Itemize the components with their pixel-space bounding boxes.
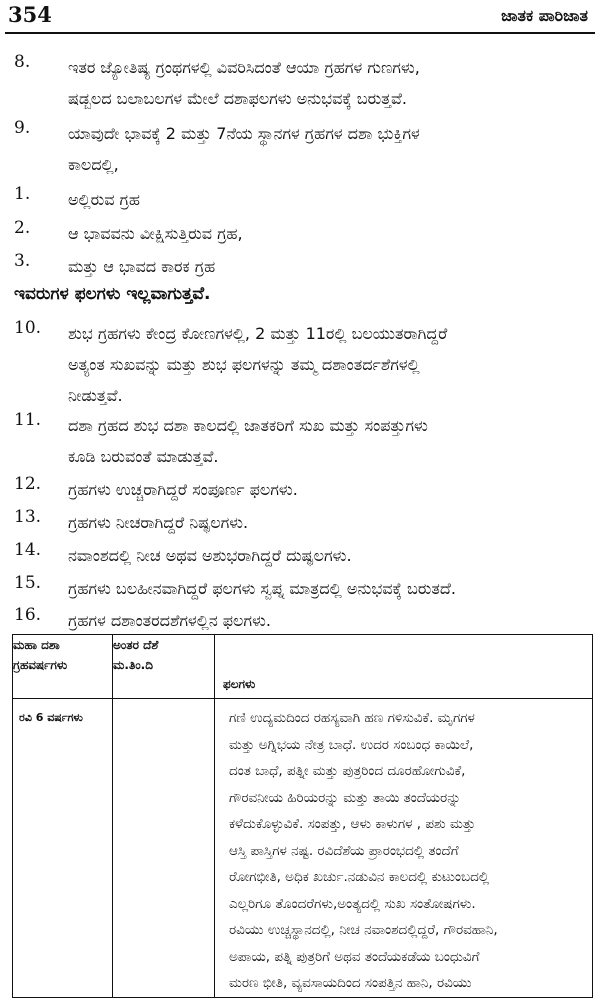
effect-line: ರೋಗಭೀತಿ, ಅಧಿಕ ಖರ್ಚು.ನಡುವಿನ ಕಾಲದಲ್ಲಿ ಕುಟುಂಬದಲ್ಲಿ xyxy=(229,869,490,885)
item-line: ಮತ್ತು ಆ ಭಾವದ ಕಾರಕ ಗ್ರಹ xyxy=(68,257,216,276)
item-number: 14. xyxy=(14,540,42,560)
item-text xyxy=(68,474,588,505)
item-line: ಅಲ್ಲಿರುವ ಗ್ರಹ xyxy=(68,190,140,209)
col-header-maha-dasha xyxy=(13,635,113,699)
item-number: 1. xyxy=(14,184,31,204)
cell-effects xyxy=(215,699,593,998)
item-text xyxy=(68,218,588,249)
item-number: 2. xyxy=(14,218,31,238)
effect-line: ಕಳೆದುಕೊಳ್ಳುವಿಕೆ. ಸಂಪತ್ತು, ಆಳು ಕಾಳುಗಳ , ಪಶು ಮತ್ತು xyxy=(229,816,476,832)
item-number: 3. xyxy=(14,251,31,271)
item-line: ಕೂಡಿ ಬರುವಂತೆ ಮಾಡುತ್ತವೆ. xyxy=(68,447,219,466)
header-line: ಮಹಾ ದಶಾ xyxy=(13,638,60,652)
effect-line: ರವಿಯು ಉಚ್ಚಸ್ಥಾನದಲ್ಲಿ, ನೀಚ ನವಾಂಶದಲ್ಲಿದ್ದರೆ, ಗೌರವಹಾನಿ, xyxy=(229,922,498,938)
header-line: ಗ್ರಹವರ್ಷಗಳು xyxy=(13,658,68,672)
item-line: ಗ್ರಹಗಳು ಉಚ್ಚರಾಗಿದ್ದರೆ ಸಂಪೂರ್ಣ ಫಲಗಳು. xyxy=(68,480,298,499)
effect-line: ದಂತ ಬಾಧೆ, ಪತ್ನೀ ಮತ್ತು ಪುತ್ರರಿಂದ ದೂರಹೋಗುವಿಕೆ, xyxy=(229,763,466,779)
header-line: ಅಂತರ ದೆಶೆ xyxy=(113,638,159,652)
item-line: ಶುಭ ಗ್ರಹಗಳು ಕೇಂದ್ರ ಕೋಣಗಳಲ್ಲಿ, 2 ಮತ್ತು 11ರಲ್ಲಿ ಬಲಯುತರಾಗಿದ್ದರೆ xyxy=(68,324,448,343)
item-text xyxy=(68,573,588,604)
item-text xyxy=(68,410,588,472)
item-line: ಷಡ್ಬಲದ ಬಲಾಬಲಗಳ ಮೇಲೆ ದಶಾಫಲಗಳು ಅನುಭವಕ್ಕೆ ಬರುತ್ತವೆ. xyxy=(68,89,408,108)
item-number: 16. xyxy=(14,605,42,625)
cell-maha-dasha: ರವಿ 6 ವರ್ಷಗಳು xyxy=(13,699,113,998)
item-number: 9. xyxy=(14,118,31,138)
table-row xyxy=(13,699,593,998)
item-line: ಇತರ ಜ್ಯೋತಿಷ್ಯ ಗ್ರಂಥಗಳಲ್ಲಿ ವಿವರಿಸಿದಂತೆ ಆಯಾ ಗ್ರಹಗಳ ಗುಣಗಳು, xyxy=(68,58,420,77)
item-line: ಕಾಲದಲ್ಲಿ, xyxy=(68,155,119,174)
effect-line: ಆಸ್ತಿ ಪಾಸ್ತಿಗಳ ನಷ್ಟ. ರವಿದೆಶೆಯ ಪ್ರಾರಂಭದಲ್ಲಿ ತಂದೆಗೆ xyxy=(229,842,459,859)
item-line: ಗ್ರಹಗಳ ದಶಾಂತರದಶೆಗಳಲ್ಲಿನ ಫಲಗಳು. xyxy=(68,611,271,630)
item-number: 12. xyxy=(14,474,42,494)
item-line: ಅತ್ಯಂತ ಸುಖವನ್ನು ಮತ್ತು ಶುಭ ಫಲಗಳನ್ನು ತಮ್ಮ ದಶಾಂತರ್ದಶೆಗಳಲ್ಲಿ xyxy=(68,355,420,374)
item-number: 13. xyxy=(14,507,42,527)
page-number: 354 xyxy=(8,2,52,27)
item-text xyxy=(68,251,588,282)
effect-line: ಮತ್ತು ಅಗ್ನಿಭಯ ನೇತ್ರ ಬಾಧೆ. ಉದರ ಸಂಬಂಧ ಕಾಯಿಲೆ, xyxy=(229,736,474,753)
item-number: 15. xyxy=(14,573,42,593)
running-title: ಜಾತಕ ಪಾರಿಜಾತ xyxy=(501,6,588,25)
header-rule xyxy=(5,32,595,34)
col-header-phalagalu: ಫಲಗಳು xyxy=(215,635,593,699)
item-line: ಗ್ರಹಗಳು ಬಲಹೀನವಾಗಿದ್ದರೆ ಫಲಗಳು ಸ್ವಪ್ನ ಮಾತ್ರದಲ್ಲಿ ಅನುಭವಕ್ಕೆ ಬರುತದೆ. xyxy=(68,579,456,598)
item-text xyxy=(68,184,588,215)
item-text xyxy=(68,52,588,114)
effect-line: ಎಲ್ಲರಿಗೂ ತೊಂದರೆಗಳು,ಅಂತ್ಯದಲ್ಲಿ ಸುಖ ಸಂತೋಷಗಳು. xyxy=(229,895,476,912)
item-line: ಆ ಭಾವವನು ವೀಕ್ಷಿಸುತ್ತಿರುವ ಗ್ರಹ, xyxy=(68,224,243,243)
item-line: ಗ್ರಹಗಳು ನೀಚರಾಗಿದ್ದರೆ ನಿಷ್ಫಲಗಳು. xyxy=(68,513,249,532)
item-line: ನೀಡುತ್ತವೆ. xyxy=(68,386,123,405)
effect-line: ಗಣಿ ಉದ್ಯಮದಿಂದ ರಹಸ್ಯವಾಗಿ ಹಣ ಗಳಿಸುವಿಕೆ. ಮೃಗಗಳ xyxy=(229,710,475,726)
section-subheading: ಇವರುಗಳ ಫಲಗಳು ಇಲ್ಲವಾಗುತ್ತವೆ. xyxy=(14,284,211,304)
item-text xyxy=(68,507,588,538)
item-line: ಯಾವುದೇ ಭಾವಕ್ಕೆ 2 ಮತ್ತು 7ನೆಯ ಸ್ಥಾನಗಳ ಗ್ರಹಗಳ ದಶಾ ಭುಕ್ತಿಗಳ xyxy=(68,124,420,143)
effect-line: ಅಪಾಯ, ಪತ್ನಿ ಪುತ್ರರಿಗೆ ಅಥವ ತಂದೆಯಕಡೆಯ ಬಂಧುವಿಗೆ xyxy=(229,948,480,965)
col-header-antara-dashe xyxy=(113,635,215,699)
effect-line: ಗೌರವನೀಯ ಹಿರಿಯರನ್ನು ಮತ್ತು ತಾಯಿ ತಂದೆಯರನ್ನು xyxy=(229,789,461,806)
header-line: ಮ.ತಿಂ.ದಿ xyxy=(113,658,153,672)
item-number: 10. xyxy=(14,318,42,338)
item-line: ನವಾಂಶದಲ್ಲಿ ನೀಚ ಅಥವ ಅಶುಭರಾಗಿದ್ದರೆ ದುಷ್ಫಲಗಳು. xyxy=(68,546,352,565)
table-header-row xyxy=(13,635,593,699)
item-line: ದಶಾ ಗ್ರಹದ ಶುಭ ದಶಾ ಕಾಲದಲ್ಲಿ ಜಾತಕರಿಗೆ ಸುಖ ಮತ್ತು ಸಂಪತ್ತುಗಳು xyxy=(68,416,428,435)
item-text xyxy=(68,118,588,180)
item-text xyxy=(68,540,588,571)
item-text xyxy=(68,318,588,411)
item-number: 8. xyxy=(14,52,31,72)
effect-line: ಮರಣ ಭೀತಿ, ವ್ಯವಸಾಯದಿಂದ ಸಂಪತ್ತಿನ ಹಾನಿ, ರವಿಯು xyxy=(229,975,472,991)
item-text xyxy=(68,605,588,636)
item-number: 11. xyxy=(14,410,42,430)
page-header xyxy=(0,0,600,30)
dasha-table xyxy=(12,634,593,998)
cell-antara-dashe xyxy=(113,699,215,998)
